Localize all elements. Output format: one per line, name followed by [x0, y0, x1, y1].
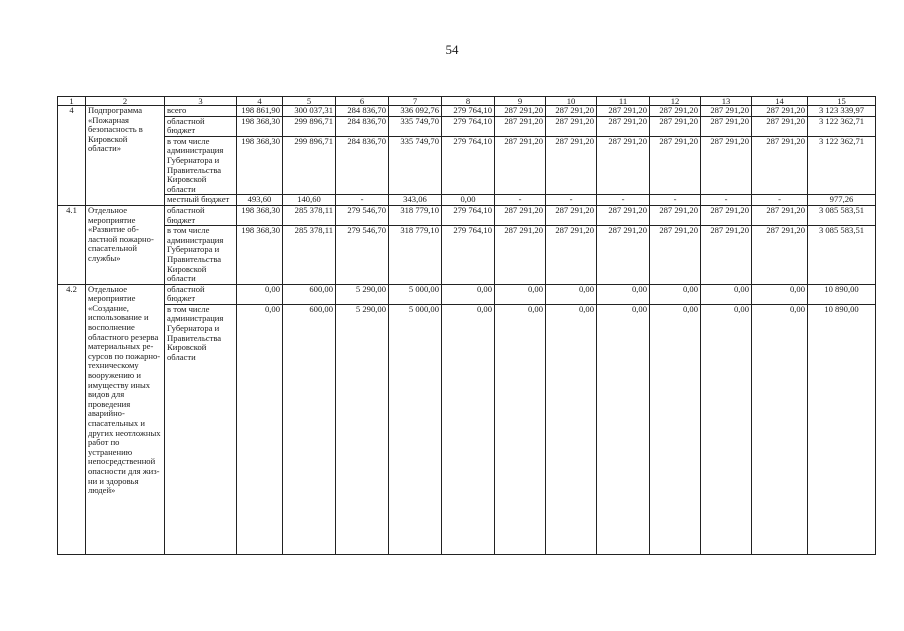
value-cell: 287 291,20: [701, 106, 752, 117]
value-cell: -: [597, 195, 650, 206]
value-cell: 0,00: [650, 304, 701, 554]
value-cell: 0,00: [752, 284, 808, 304]
value-cell: 0,00: [752, 304, 808, 554]
value-cell: 5 000,00: [389, 284, 442, 304]
column-header: 13: [701, 97, 752, 106]
value-cell: 287 291,20: [650, 226, 701, 285]
column-header: 4: [237, 97, 283, 106]
value-cell: 335 749,70: [389, 116, 442, 136]
column-number-row: [58, 97, 876, 106]
value-cell: 0,00: [442, 284, 495, 304]
value-cell: 287 291,20: [701, 205, 752, 225]
value-cell: -: [701, 195, 752, 206]
column-header: 15: [808, 97, 876, 106]
value-cell: 299 896,71: [283, 116, 336, 136]
funding-source: областной бюджет: [165, 205, 237, 225]
value-cell: 318 779,10: [389, 205, 442, 225]
program-name: Отдельное мероприятие «Создание, использование и восполнение областного резерва материальных ресурсов по пожарно-техническому вооружению и имуществу иных видов для проведения аварийно-спасательных и других неотложных работ по устранению непосредственной опасности для жизни и здоровья людей»: [86, 284, 165, 554]
value-cell: 287 291,20: [650, 106, 701, 117]
table-row: [58, 205, 876, 225]
value-cell: 140,60: [283, 195, 336, 206]
value-cell: 287 291,20: [650, 205, 701, 225]
value-cell: 300 037,31: [283, 106, 336, 117]
funding-source: в том числе администрация Губернатора и Правительства Кировской области: [165, 226, 237, 285]
value-cell: 0,00: [546, 304, 597, 554]
value-cell: 5 290,00: [336, 304, 389, 554]
value-cell: 287 291,20: [495, 116, 546, 136]
funding-source: областной бюджет: [165, 284, 237, 304]
value-cell: 3 122 362,71: [808, 136, 876, 195]
table-row: [58, 195, 876, 206]
value-cell: 287 291,20: [752, 136, 808, 195]
table-row: [58, 116, 876, 136]
row-number: 4: [58, 106, 86, 206]
value-cell: 287 291,20: [752, 226, 808, 285]
value-cell: 600,00: [283, 304, 336, 554]
value-cell: 287 291,20: [546, 205, 597, 225]
value-cell: 287 291,20: [597, 205, 650, 225]
table-row: [58, 226, 876, 285]
value-cell: 3 122 362,71: [808, 116, 876, 136]
value-cell: 0,00: [597, 304, 650, 554]
value-cell: 287 291,20: [546, 106, 597, 117]
value-cell: 0,00: [442, 304, 495, 554]
value-cell: 5 000,00: [389, 304, 442, 554]
value-cell: 0,00: [701, 304, 752, 554]
row-number: 4.2: [58, 284, 86, 554]
value-cell: 3 085 583,51: [808, 226, 876, 285]
value-cell: 343,06: [389, 195, 442, 206]
value-cell: 287 291,20: [650, 116, 701, 136]
value-cell: 279 546,70: [336, 205, 389, 225]
value-cell: 0,00: [650, 284, 701, 304]
row-number: 4.1: [58, 205, 86, 284]
value-cell: 279 764,10: [442, 226, 495, 285]
value-cell: 287 291,20: [752, 106, 808, 117]
value-cell: 0,00: [237, 304, 283, 554]
value-cell: -: [495, 195, 546, 206]
value-cell: 279 764,10: [442, 106, 495, 117]
column-header: 10: [546, 97, 597, 106]
value-cell: 287 291,20: [701, 226, 752, 285]
value-cell: 0,00: [701, 284, 752, 304]
value-cell: 287 291,20: [546, 136, 597, 195]
value-cell: 287 291,20: [495, 226, 546, 285]
value-cell: 600,00: [283, 284, 336, 304]
program-name: Подпрограмма «Пожарная безопасность в Кировской области»: [86, 106, 165, 206]
value-cell: 0,00: [495, 304, 546, 554]
value-cell: 279 764,10: [442, 205, 495, 225]
value-cell: 284 836,70: [336, 106, 389, 117]
column-header: 6: [336, 97, 389, 106]
value-cell: 287 291,20: [495, 106, 546, 117]
value-cell: 318 779,10: [389, 226, 442, 285]
table-row: [58, 136, 876, 195]
value-cell: -: [650, 195, 701, 206]
value-cell: 3 123 339,97: [808, 106, 876, 117]
table-row: [58, 106, 876, 117]
value-cell: -: [336, 195, 389, 206]
value-cell: 287 291,20: [597, 106, 650, 117]
value-cell: 287 291,20: [597, 226, 650, 285]
column-header: 2: [86, 97, 165, 106]
value-cell: 3 085 583,51: [808, 205, 876, 225]
value-cell: 198 368,30: [237, 226, 283, 285]
value-cell: 285 378,11: [283, 205, 336, 225]
funding-source: областной бюджет: [165, 116, 237, 136]
value-cell: 285 378,11: [283, 226, 336, 285]
value-cell: 10 890,00: [808, 284, 876, 304]
value-cell: 279 764,10: [442, 136, 495, 195]
value-cell: 287 291,20: [752, 205, 808, 225]
value-cell: 287 291,20: [597, 136, 650, 195]
value-cell: 287 291,20: [701, 136, 752, 195]
value-cell: 279 764,10: [442, 116, 495, 136]
value-cell: 287 291,20: [546, 116, 597, 136]
budget-table: [57, 96, 876, 555]
value-cell: -: [752, 195, 808, 206]
value-cell: 336 092,76: [389, 106, 442, 117]
column-header: 8: [442, 97, 495, 106]
value-cell: 0,00: [442, 195, 495, 206]
value-cell: 977,26: [808, 195, 876, 206]
value-cell: 0,00: [546, 284, 597, 304]
value-cell: 198 861,90: [237, 106, 283, 117]
column-header: 11: [597, 97, 650, 106]
value-cell: 287 291,20: [546, 226, 597, 285]
column-header: 3: [165, 97, 237, 106]
value-cell: 0,00: [495, 284, 546, 304]
program-name: Отдельное мероприятие «Развитие областной пожарно-спасательной службы»: [86, 205, 165, 284]
column-header: 7: [389, 97, 442, 106]
value-cell: 198 368,30: [237, 116, 283, 136]
value-cell: 284 836,70: [336, 136, 389, 195]
funding-source: всего: [165, 106, 237, 117]
funding-source: в том числе администрация Губернатора и Правительства Кировской области: [165, 304, 237, 554]
value-cell: 493,60: [237, 195, 283, 206]
value-cell: 5 290,00: [336, 284, 389, 304]
value-cell: 287 291,20: [597, 116, 650, 136]
table-row: [58, 304, 876, 554]
value-cell: 0,00: [237, 284, 283, 304]
column-header: 14: [752, 97, 808, 106]
funding-source: местный бюджет: [165, 195, 237, 206]
value-cell: 0,00: [597, 284, 650, 304]
value-cell: 284 836,70: [336, 116, 389, 136]
value-cell: 299 896,71: [283, 136, 336, 195]
funding-source: в том числе администрация Губернатора и Правительства Кировской области: [165, 136, 237, 195]
value-cell: 198 368,30: [237, 205, 283, 225]
value-cell: 287 291,20: [701, 116, 752, 136]
value-cell: 287 291,20: [495, 136, 546, 195]
column-header: 5: [283, 97, 336, 106]
column-header: 1: [58, 97, 86, 106]
value-cell: 198 368,30: [237, 136, 283, 195]
column-header: 12: [650, 97, 701, 106]
value-cell: 335 749,70: [389, 136, 442, 195]
table-row: [58, 284, 876, 304]
value-cell: 287 291,20: [752, 116, 808, 136]
value-cell: 287 291,20: [495, 205, 546, 225]
value-cell: 287 291,20: [650, 136, 701, 195]
value-cell: 10 890,00: [808, 304, 876, 554]
page-number: 54: [445, 42, 459, 57]
value-cell: -: [546, 195, 597, 206]
column-header: 9: [495, 97, 546, 106]
value-cell: 279 546,70: [336, 226, 389, 285]
